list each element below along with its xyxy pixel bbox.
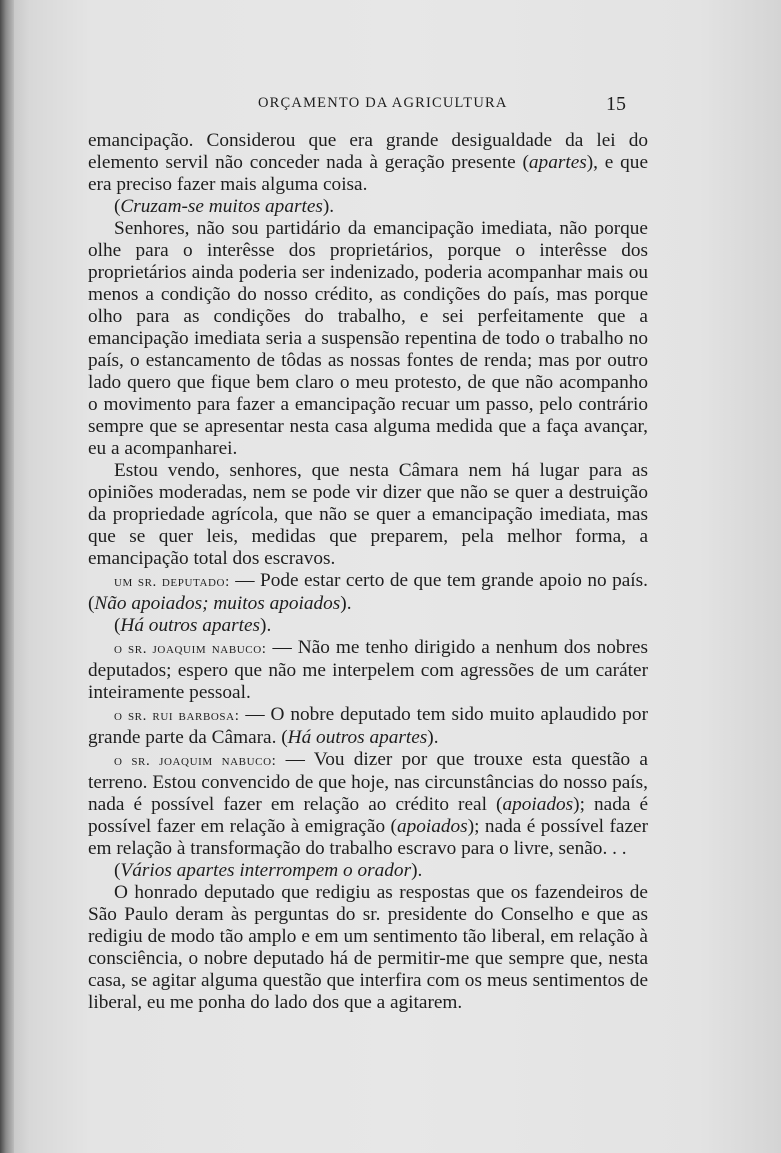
paragraph: o sr. rui barbosa: — O nobre deputado tem sido muito aplaudido por grande parte da Câmara. (Há outros apartes). [88,704,648,748]
speaker-name: um sr. deputado: [114,574,230,590]
paragraph: emancipação. Considerou que era grande desigualdade da lei do elemento servil não conceder nada à geração presente (apartes), e que era preciso fazer mais alguma coisa. [88,130,648,195]
book-spine-shadow [0,0,14,1153]
stage-direction: Há outros apartes [120,615,261,636]
paragraph: (Há outros apartes). [114,615,272,636]
stage-direction: apoiados [396,816,468,837]
running-title: ORÇAMENTO DA AGRICULTURA [258,95,508,111]
stage-direction: Vários apartes interrompem o orador [120,860,412,881]
paragraph: O honrado deputado que redigiu as respostas que os fazendeiros de São Paulo deram às perguntas do sr. presidente do Conselho e que as redigiu de modo tão amplo e em um sentimento tão liberal, em relação à consciência, o nobre deputado há de permitir-me que sempre que, nesta casa, se agitar alguma questão que interfira com os meus sentimentos de liberal, eu me ponha do lado dos que a agitarem. [88,882,648,1013]
stage-direction: Há outros apartes [287,727,428,748]
stage-direction: apoiados [502,794,574,815]
stage-direction: Cruzam-se muitos apartes [120,196,323,217]
paragraph: Senhores, não sou partidário da emancipação imediata, não porque olhe para o interêsse dos proprietários, porque o interêsse dos proprietários ainda poderia ser indenizado, poderia acompanhar mais ou menos a condição do nosso crédito, as condições do país, mas porque olho para as condições do trabalho, e sei perfeitamente que a emancipação imediata seria a suspensão repentina de todo o trabalho no país, o estancamento de tôdas as nossas fontes de renda; mas por outro lado quero que fique bem claro o meu protesto, de que não acompanho o movimento para fazer a emancipação recuar um passo, pelo contrário sempre que se apresentar nesta casa alguma medida que a faça avançar, eu a acompanharei. [88,218,648,459]
stage-direction: apartes [528,152,587,173]
paragraph: (Cruzam-se muitos apartes). [114,196,335,217]
paragraph: (Vários apartes interrompem o orador). [114,860,423,881]
paragraph: Estou vendo, senhores, que nesta Câmara nem há lugar para as opiniões moderadas, nem se pode vir dizer que não se quer a destruição da propriedade agrícola, que não se quer a emancipação imediata, mas que se quer leis, medidas que preparem, pela melhor forma, a emancipação total dos escravos. [88,460,648,569]
speaker-name: o sr. joaquim nabuco: [114,753,277,769]
paragraph: o sr. joaquim nabuco: — Vou dizer por que trouxe esta questão a terreno. Estou convencido de que hoje, nas circunstâncias do nosso país, nada é possível fazer em relação ao crédito real (apoiados); nada é possível fazer em relação à emigração (apoiados); nada é possível fazer em relação à transformação do trabalho escravo para o livre, senão. . . [88,749,649,859]
speaker-name: o sr. rui barbosa: [114,708,240,724]
speaker-name: o sr. joaquim nabuco: [114,641,267,657]
stage-direction: Não apoiados; muitos apoiados [94,593,341,614]
page-number: 15 [606,93,626,115]
body-text [88,130,648,1014]
paragraph: um sr. deputado: — Pode estar certo de que tem grande apoio no país. (Não apoiados; muitos apoiados). [88,570,648,614]
paragraph: o sr. joaquim nabuco: — Não me tenho dirigido a nenhum dos nobres deputados; espero que não me interpelem com agressões de um caráter inteiramente pessoal. [88,637,648,703]
